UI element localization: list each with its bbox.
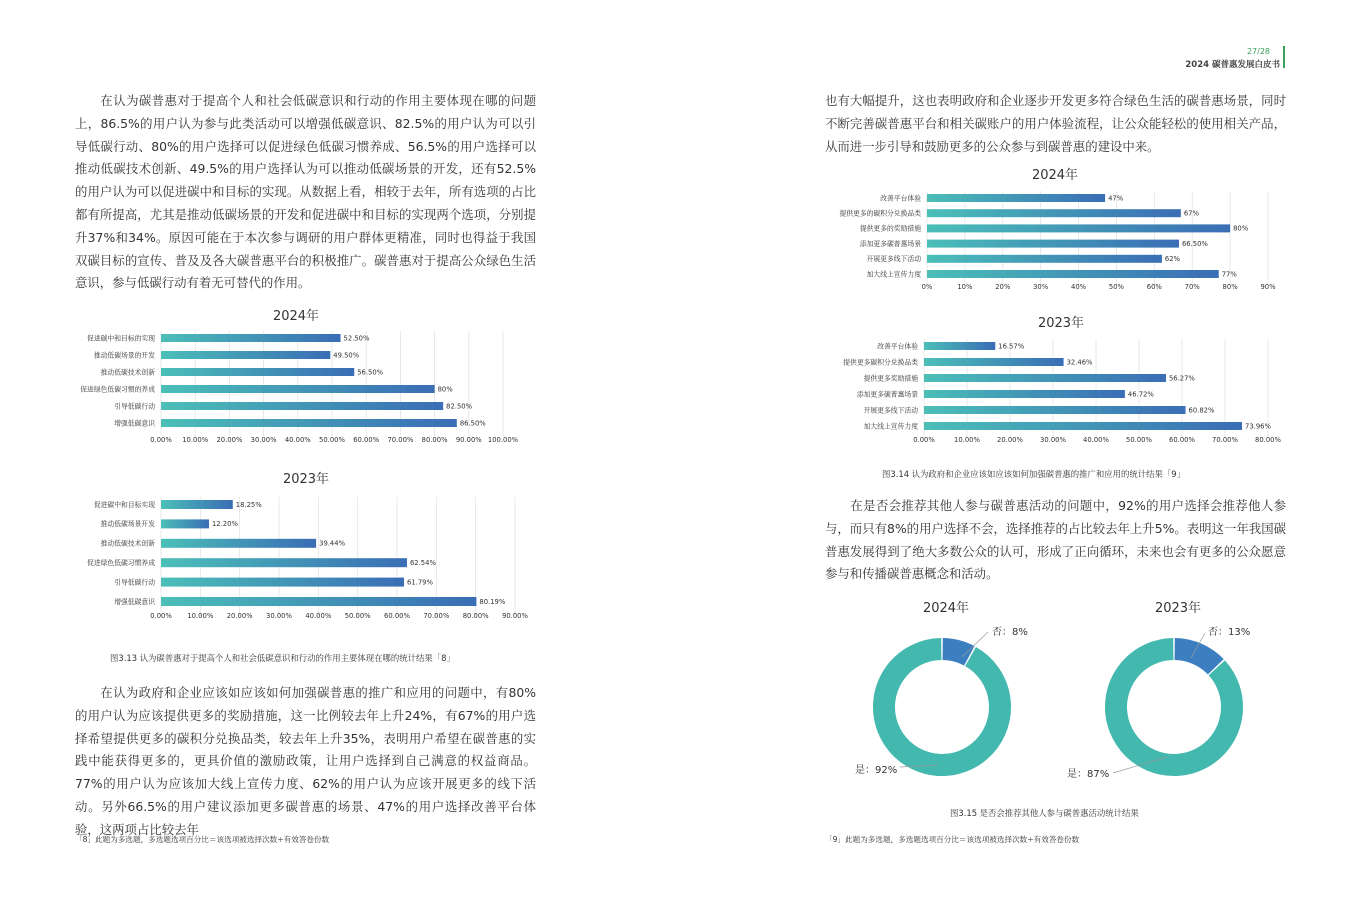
bar-chart-2024-awareness: [60, 328, 540, 452]
data-label: 67%: [1183, 209, 1199, 218]
right-paragraph-1: 也有大幅提升，这也表明政府和企业逐步开发更多符合绿色生活的碳普惠场景，同时不断完善碳普惠平台和相关碳账户的用户体验流程，让公众能轻松的使用相关产品，从而进一步引导和鼓励更多的公众参与到碳普惠的建设中来。: [825, 93, 1286, 154]
data-label: 16.57%: [998, 342, 1025, 351]
bar: [161, 385, 435, 393]
category-label: 改善平台体验: [877, 342, 918, 351]
bar: [924, 358, 1064, 366]
category-label: 增强低碳意识: [114, 597, 155, 606]
x-tick-label: 0.00%: [150, 436, 172, 444]
x-tick-label: 70.00%: [423, 612, 450, 620]
data-label: 66.50%: [1181, 239, 1208, 248]
data-label: 77%: [1221, 270, 1237, 279]
category-label: 推动低碳场景开发: [100, 520, 155, 529]
left-footnote: 「8」此题为多选题，多选题选项百分比＝该选项被选择次数÷有效答卷份数: [75, 835, 330, 844]
x-tick-label: 60.00%: [1169, 436, 1195, 444]
bar: [161, 419, 457, 427]
x-tick-label: 40.00%: [284, 436, 311, 444]
data-label: 62.54%: [409, 559, 436, 567]
data-label: 80%: [437, 385, 453, 394]
chart-title-2024-promotion: 2024年: [1031, 168, 1079, 183]
bar: [161, 558, 407, 567]
x-tick-label: 50%: [1108, 283, 1124, 291]
bar: [161, 334, 341, 342]
category-label: 促进绿色低碳习惯养成: [87, 559, 155, 567]
x-tick-label: 20.00%: [216, 436, 243, 444]
category-label: 开展更多线下活动: [863, 406, 918, 415]
x-tick-label: 70.00%: [1212, 436, 1238, 444]
data-label: 18.25%: [235, 500, 262, 509]
data-label: 39.44%: [319, 539, 346, 548]
data-label: 12.20%: [211, 520, 238, 529]
x-tick-label: 10%: [957, 283, 973, 291]
bar: [924, 342, 995, 350]
bar: [927, 270, 1219, 278]
bar: [161, 368, 354, 376]
category-label: 推动低碳技术创新: [100, 368, 155, 377]
category-label: 增强低碳意识: [114, 419, 155, 428]
category-label: 促进绿色低碳习惯的养成: [80, 385, 155, 394]
x-tick-label: 40.00%: [305, 612, 332, 620]
bar-chart-2023-awareness: [60, 495, 540, 628]
x-tick-label: 10.00%: [182, 436, 209, 444]
bar-chart-2024-promotion: [790, 190, 1290, 300]
category-label: 推动低碳技术创新: [100, 539, 155, 548]
slice-label-no: 否：13%: [1208, 627, 1251, 638]
bar: [924, 374, 1166, 382]
x-tick-label: 0.00%: [150, 612, 172, 620]
donut-title-2023: 2023年: [1154, 601, 1202, 616]
category-label: 添加更多碳普惠场景: [859, 239, 921, 248]
bar: [161, 578, 404, 587]
bar: [924, 422, 1242, 430]
data-label: 61.79%: [407, 578, 433, 587]
data-label: 56.50%: [357, 368, 384, 377]
x-tick-label: 30%: [1033, 283, 1049, 291]
category-label: 添加更多碳普惠场景: [856, 390, 918, 399]
category-label: 加大线上宣传力度: [866, 270, 921, 279]
slice-label-yes: 是：92%: [855, 765, 898, 776]
category-label: 改善平台体验: [880, 194, 921, 203]
category-label: 加大线上宣传力度: [863, 422, 918, 431]
data-label: 56.27%: [1168, 374, 1195, 383]
data-label: 80.19%: [479, 597, 506, 606]
bar: [161, 597, 476, 606]
chart-title-2023-promotion: 2023年: [1037, 316, 1085, 331]
category-label: 提供更多奖励措施: [863, 374, 918, 383]
data-label: 73.96%: [1245, 422, 1271, 431]
category-label: 提供更多的奖励措施: [859, 224, 921, 233]
page-number: 27/28: [1246, 47, 1270, 56]
x-tick-label: 80.00%: [421, 436, 448, 444]
donut-slice: [943, 649, 970, 656]
x-tick-label: 40.00%: [1083, 436, 1109, 444]
x-tick-label: 10.00%: [954, 436, 980, 444]
figure-caption-3-13: 图3.13 认为碳普惠对于提高个人和社会低碳意识和行动的作用主要体现在哪的统计结果「8」: [110, 653, 455, 663]
data-label: 80%: [1233, 224, 1249, 233]
category-label: 促进碳中和目标实现: [93, 500, 155, 509]
header-accent-bar: [1283, 46, 1285, 68]
x-tick-label: 0.00%: [913, 436, 935, 444]
category-label: 提供更多碳积分兑换品类: [843, 358, 918, 367]
x-tick-label: 0%: [921, 283, 933, 291]
right-paragraph-2: 在是否会推荐其他人参与碳普惠活动的问题中，92%的用户选择会推荐他人参与，而只有8%的用户选择不会，选择推荐的占比较去年上升5%。表明这一年我国碳普惠发展得到了绝大多数公众的认可，形成了正向循环，未来也会有更多的公众愿意参与和传播碳普惠概念和活动。: [825, 498, 1286, 582]
x-tick-label: 80.00%: [462, 612, 489, 620]
x-tick-label: 20.00%: [997, 436, 1023, 444]
data-label: 82.50%: [446, 402, 473, 411]
category-label: 引导低碳行动: [114, 402, 155, 411]
figure-caption-3-15: 图3.15 是否会推荐其他人参与碳普惠活动统计结果: [950, 808, 1139, 818]
bar: [927, 224, 1230, 232]
bar: [161, 402, 443, 410]
bar: [927, 255, 1162, 263]
x-tick-label: 90.00%: [502, 612, 528, 620]
x-tick-label: 20.00%: [226, 612, 253, 620]
x-tick-label: 50.00%: [319, 436, 345, 444]
bar: [927, 240, 1179, 248]
x-tick-label: 30.00%: [1040, 436, 1066, 444]
bar-chart-2023-promotion: [790, 338, 1290, 452]
x-tick-label: 80%: [1222, 283, 1238, 291]
document-title: 2024 碳普惠发展白皮书: [1185, 60, 1280, 70]
data-label: 52.50%: [343, 334, 370, 343]
category-label: 推动低碳场景的开发: [93, 351, 155, 360]
x-tick-label: 100.00%: [487, 436, 519, 444]
chart-title-2023-awareness: 2023年: [282, 472, 330, 487]
slice-label-no: 否：8%: [992, 627, 1028, 638]
x-tick-label: 50.00%: [344, 612, 371, 620]
data-label: 49.50%: [333, 351, 360, 360]
bar: [924, 406, 1186, 414]
bar: [927, 209, 1181, 217]
slice-label-yes: 是：87%: [1067, 769, 1110, 780]
x-tick-label: 90.00%: [455, 436, 482, 444]
bar: [161, 351, 330, 359]
figure-caption-3-14: 图3.14 认为政府和企业应该如应该如何加强碳普惠的推广和应用的统计结果「9」: [882, 469, 1186, 479]
x-tick-label: 90%: [1260, 283, 1276, 291]
left-paragraph-2: 在认为政府和企业应该如应该如何加强碳普惠的推广和应用的问题中，有80%的用户认为应该提供更多的奖励措施，这一比例较去年上升24%，有67%的用户选择希望提供更多的碳积分兑换品类，较去年上升35%，表明用户希望在碳普惠的实践中能获得更多的，更具价值的激励政策，让用户选择到自己满意的权益商品。77%的用户认为应该加大线上宣传力度、62%的用户认为应该开展更多的线下活动。另外66.5%的用户建议添加更多碳普惠的场景、47%的用户选择改善平台体验，这两项占比较去年: [75, 685, 536, 837]
x-tick-label: 60%: [1146, 283, 1162, 291]
category-label: 开展更多线下活动: [866, 255, 921, 264]
donut-slice: [884, 649, 1000, 765]
donut-chart-2023-recommend: [1055, 615, 1285, 790]
x-tick-label: 60.00%: [353, 436, 380, 444]
x-tick-label: 40%: [1071, 283, 1087, 291]
category-label: 提供更多的碳积分兑换品类: [839, 209, 921, 218]
x-tick-label: 10.00%: [187, 612, 214, 620]
donut-chart-2024-recommend: [840, 615, 1050, 790]
bar: [927, 194, 1105, 202]
x-tick-label: 50.00%: [1126, 436, 1152, 444]
data-label: 60.82%: [1188, 406, 1215, 415]
data-label: 62%: [1164, 255, 1181, 264]
bar: [161, 539, 316, 548]
data-label: 86.50%: [459, 419, 486, 428]
x-tick-label: 80.00%: [1255, 436, 1281, 444]
bar: [161, 500, 233, 509]
data-label: 46.72%: [1127, 390, 1154, 399]
data-label: 47%: [1108, 194, 1124, 203]
x-tick-label: 60.00%: [384, 612, 410, 620]
right-footnote: 「9」此题为多选题，多选题选项百分比＝该选项被选择次数÷有效答卷份数: [825, 835, 1080, 844]
category-label: 引导低碳行动: [114, 578, 155, 587]
bar: [924, 390, 1125, 398]
category-label: 促进碳中和目标的实现: [87, 334, 155, 343]
bar: [161, 519, 209, 528]
x-tick-label: 20%: [995, 283, 1011, 291]
chart-title-2024-awareness: 2024年: [272, 309, 320, 324]
data-label: 32.46%: [1066, 358, 1093, 367]
donut-slice: [1175, 649, 1216, 667]
left-paragraph-1: 在认为碳普惠对于提高个人和社会低碳意识和行动的作用主要体现在哪的问题上，86.5%的用户认为参与此类活动可以增强低碳意识、82.5%的用户认为可以引导低碳行动、80%的用户选择可以促进绿色低碳习惯养成、56.5%的用户选择可以推动低碳技术创新、49.5%的用户选择认为可以推动低碳场景的开发，还有52.5%的用户认为可以促进碳中和目标的实现。从数据上看，相较于去年，所有选项的占比都有所提高，尤其是推动低碳场景的开发和促进碳中和目标的实现两个选项，分别提升37%和34%。原因可能在于本次参与调研的用户群体更精准，同时也得益于我国双碳目标的宣传、普及及各大碳普惠平台的积极推广。碳普惠对于提高公众绿色生活意识，参与低碳行动有着无可替代的作用。: [75, 93, 536, 291]
x-tick-label: 70.00%: [387, 436, 414, 444]
x-tick-label: 30.00%: [266, 612, 292, 620]
x-tick-label: 70%: [1184, 283, 1200, 291]
donut-title-2024: 2024年: [922, 601, 970, 616]
x-tick-label: 30.00%: [250, 436, 277, 444]
